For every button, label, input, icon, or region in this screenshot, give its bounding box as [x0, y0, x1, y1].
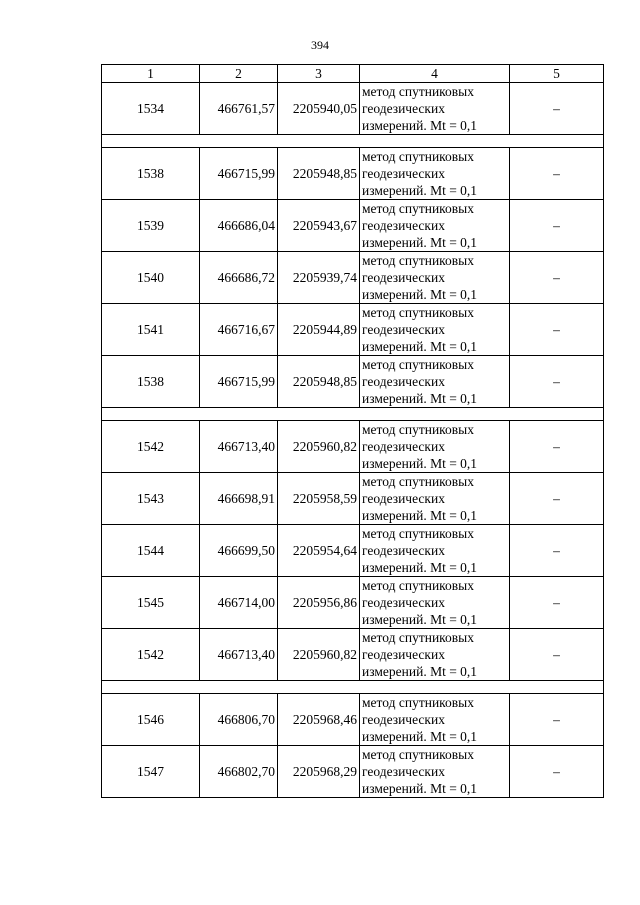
method-line: измерений. Mt = 0,1 [362, 664, 478, 679]
table-body [102, 83, 604, 798]
table-header-row [102, 65, 604, 83]
method-line: геодезических [362, 595, 445, 610]
point-number-cell: 1544 [102, 525, 200, 577]
note-cell: – [510, 356, 604, 408]
table-row [102, 525, 604, 577]
method-line: измерений. Mt = 0,1 [362, 235, 478, 250]
method-line: измерений. Mt = 0,1 [362, 560, 478, 575]
method-line: метод спутниковых [362, 526, 474, 541]
method-cell [360, 746, 510, 798]
method-line: измерений. Mt = 0,1 [362, 781, 478, 796]
coordinate-x-cell: 466715,99 [200, 356, 278, 408]
method-line: геодезических [362, 543, 445, 558]
coordinate-x-cell: 466713,40 [200, 421, 278, 473]
coordinate-y-cell: 2205960,82 [278, 629, 360, 681]
coordinate-y-cell: 2205960,82 [278, 421, 360, 473]
method-line: измерений. Mt = 0,1 [362, 391, 478, 406]
column-header-3: 3 [278, 65, 360, 83]
method-cell [360, 200, 510, 252]
point-number-cell: 1545 [102, 577, 200, 629]
method-cell [360, 83, 510, 135]
coordinate-x-cell: 466714,00 [200, 577, 278, 629]
table-row [102, 694, 604, 746]
note-cell: – [510, 694, 604, 746]
coordinate-x-cell: 466716,67 [200, 304, 278, 356]
coordinate-x-cell: 466699,50 [200, 525, 278, 577]
group-separator-cell [102, 408, 604, 421]
point-number-cell: 1542 [102, 421, 200, 473]
coordinate-y-cell: 2205958,59 [278, 473, 360, 525]
table-row [102, 629, 604, 681]
method-line: метод спутниковых [362, 357, 474, 372]
method-line: измерений. Mt = 0,1 [362, 508, 478, 523]
note-cell: – [510, 421, 604, 473]
method-line: измерений. Mt = 0,1 [362, 183, 478, 198]
point-number-cell: 1540 [102, 252, 200, 304]
page-number: 394 [311, 38, 329, 52]
point-number-cell: 1542 [102, 629, 200, 681]
coordinate-y-cell: 2205968,46 [278, 694, 360, 746]
note-cell: – [510, 629, 604, 681]
group-separator-cell [102, 135, 604, 148]
table-row [102, 148, 604, 200]
method-cell [360, 252, 510, 304]
coordinate-x-cell: 466698,91 [200, 473, 278, 525]
column-header-1: 1 [102, 65, 200, 83]
group-separator-row [102, 681, 604, 694]
method-line: геодезических [362, 491, 445, 506]
note-cell: – [510, 525, 604, 577]
method-line: измерений. Mt = 0,1 [362, 456, 478, 471]
table-row [102, 746, 604, 798]
coordinates-table [101, 64, 604, 798]
coordinate-y-cell: 2205939,74 [278, 252, 360, 304]
method-line: геодезических [362, 322, 445, 337]
point-number-cell: 1538 [102, 356, 200, 408]
method-line: геодезических [362, 166, 445, 181]
column-header-5: 5 [510, 65, 604, 83]
method-line: метод спутниковых [362, 578, 474, 593]
method-line: метод спутниковых [362, 630, 474, 645]
method-cell [360, 473, 510, 525]
method-cell [360, 525, 510, 577]
method-line: метод спутниковых [362, 305, 474, 320]
point-number-cell: 1547 [102, 746, 200, 798]
note-cell: – [510, 200, 604, 252]
point-number-cell: 1546 [102, 694, 200, 746]
coordinate-y-cell: 2205943,67 [278, 200, 360, 252]
table-row [102, 83, 604, 135]
method-line: геодезических [362, 101, 445, 116]
note-cell: – [510, 83, 604, 135]
column-header-4: 4 [360, 65, 510, 83]
table-row [102, 473, 604, 525]
method-cell [360, 577, 510, 629]
coordinate-y-cell: 2205948,85 [278, 148, 360, 200]
coordinate-x-cell: 466686,04 [200, 200, 278, 252]
point-number-cell: 1541 [102, 304, 200, 356]
method-line: геодезических [362, 647, 445, 662]
coordinate-y-cell: 2205944,89 [278, 304, 360, 356]
table-row [102, 200, 604, 252]
method-line: геодезических [362, 764, 445, 779]
method-line: геодезических [362, 218, 445, 233]
point-number-cell: 1543 [102, 473, 200, 525]
method-line: метод спутниковых [362, 253, 474, 268]
group-separator-row [102, 135, 604, 148]
note-cell: – [510, 746, 604, 798]
method-cell [360, 629, 510, 681]
coordinate-x-cell: 466761,57 [200, 83, 278, 135]
method-cell [360, 304, 510, 356]
method-line: метод спутниковых [362, 422, 474, 437]
coordinate-x-cell: 466802,70 [200, 746, 278, 798]
method-cell [360, 148, 510, 200]
method-line: метод спутниковых [362, 84, 474, 99]
method-line: геодезических [362, 712, 445, 727]
method-line: измерений. Mt = 0,1 [362, 118, 478, 133]
table-row [102, 577, 604, 629]
group-separator-cell [102, 681, 604, 694]
coordinate-y-cell: 2205948,85 [278, 356, 360, 408]
coordinate-y-cell: 2205968,29 [278, 746, 360, 798]
coordinate-x-cell: 466686,72 [200, 252, 278, 304]
method-line: измерений. Mt = 0,1 [362, 612, 478, 627]
table-row [102, 421, 604, 473]
note-cell: – [510, 252, 604, 304]
method-line: метод спутниковых [362, 747, 474, 762]
method-line: измерений. Mt = 0,1 [362, 339, 478, 354]
coordinate-x-cell: 466806,70 [200, 694, 278, 746]
method-line: геодезических [362, 270, 445, 285]
method-line: геодезических [362, 374, 445, 389]
point-number-cell: 1539 [102, 200, 200, 252]
method-line: геодезических [362, 439, 445, 454]
group-separator-row [102, 408, 604, 421]
method-line: метод спутниковых [362, 149, 474, 164]
method-cell [360, 356, 510, 408]
table-row [102, 304, 604, 356]
method-line: метод спутниковых [362, 201, 474, 216]
method-line: метод спутниковых [362, 695, 474, 710]
method-line: измерений. Mt = 0,1 [362, 729, 478, 744]
method-line: измерений. Mt = 0,1 [362, 287, 478, 302]
note-cell: – [510, 577, 604, 629]
note-cell: – [510, 148, 604, 200]
coordinate-y-cell: 2205940,05 [278, 83, 360, 135]
method-cell [360, 421, 510, 473]
coordinate-x-cell: 466715,99 [200, 148, 278, 200]
coordinate-x-cell: 466713,40 [200, 629, 278, 681]
table-row [102, 252, 604, 304]
method-cell [360, 694, 510, 746]
note-cell: – [510, 304, 604, 356]
method-line: метод спутниковых [362, 474, 474, 489]
coordinate-y-cell: 2205954,64 [278, 525, 360, 577]
point-number-cell: 1538 [102, 148, 200, 200]
coordinate-y-cell: 2205956,86 [278, 577, 360, 629]
column-header-2: 2 [200, 65, 278, 83]
point-number-cell: 1534 [102, 83, 200, 135]
table-row [102, 356, 604, 408]
note-cell: – [510, 473, 604, 525]
